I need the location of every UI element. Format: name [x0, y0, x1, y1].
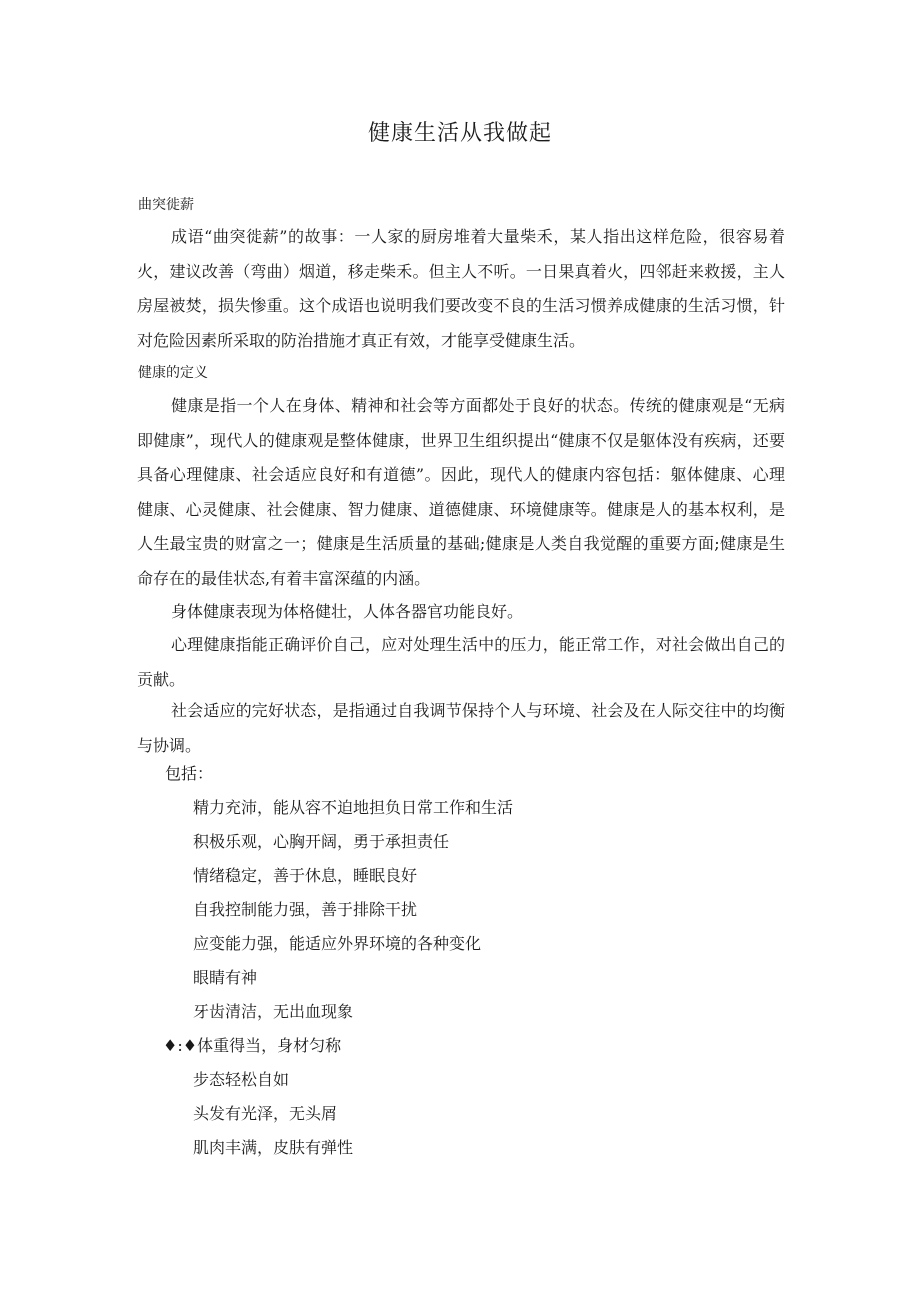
paragraph-social-adaptation: 社会适应的完好状态，是指通过自我调节保持个人与环境、社会及在人际交往中的均衡与协调。: [137, 701, 785, 755]
paragraph-health-definition: 健康是指一个人在身体、精神和社会等方面都处于良好的状态。传统的健康观是“无病即健康”，现代人的健康观是整体健康，世界卫生组织提出“健康不仅是躯体没有疾病，还要具备心理健康、社会适应良好和有道德”。因此，现代人的健康内容包括：躯体健康、心理健康、心灵健康、社会健康、智力健康、道德健康、环境健康等。健康是人的基本权利，是人生最宝贵的财富之一；健康是生活质量的基础;健康是人类自我觉醒的重要方面;健康是生命存在的最佳状态,有着丰富深蕴的内涵。: [137, 396, 785, 588]
list-item: 肌肉丰满，皮肤有弹性: [193, 1138, 354, 1157]
list-item: 头发有光泽，无头屑: [193, 1104, 338, 1123]
paragraph-mental-health: 心理健康指能正确评价自己，应对处理生活中的压力，能正常工作，对社会做出自己的贡献。: [137, 635, 785, 689]
paragraph-story: 成语“曲突徙薪”的故事：一人家的厨房堆着大量柴禾，某人指出这样危险，很容易着火，建议改善（弯曲）烟道，移走柴禾。但主人不听。一日果真着火，四邻赶来救援，主人房屋被焚，损失惨重。这个成语也说明我们要改变不良的生活习惯养成健康的生活习惯，针对危险因素所采取的防治措施才真正有效，才能享受健康生活。: [137, 227, 785, 350]
section-heading-health-definition: 健康的定义: [138, 365, 208, 381]
list-item: 步态轻松自如: [193, 1070, 290, 1089]
list-item: 积极乐观，心胸开阔，勇于承担责任: [193, 832, 450, 851]
list-item: 精力充沛，能从容不迫地担负日常工作和生活: [193, 798, 514, 817]
bullet-list-item: ♦:♦体重得当，身材匀称: [163, 1036, 342, 1055]
list-item: 眼睛有神: [193, 968, 258, 987]
section-heading-quotuxixin: 曲突徙薪: [138, 197, 194, 213]
list-item: 自我控制能力强，善于排除干扰: [193, 900, 418, 919]
list-item: 情绪稳定，善于休息，睡眠良好: [193, 866, 418, 885]
includes-label: 包括：: [165, 764, 214, 783]
list-item: 牙齿清洁，无出血现象: [193, 1002, 354, 1021]
list-item: 应变能力强，能适应外界环境的各种变化: [193, 934, 482, 953]
paragraph-physical-health: 身体健康表现为体格健壮，人体各器官功能良好。: [171, 602, 524, 621]
document-title: 健康生活从我做起: [367, 121, 552, 146]
